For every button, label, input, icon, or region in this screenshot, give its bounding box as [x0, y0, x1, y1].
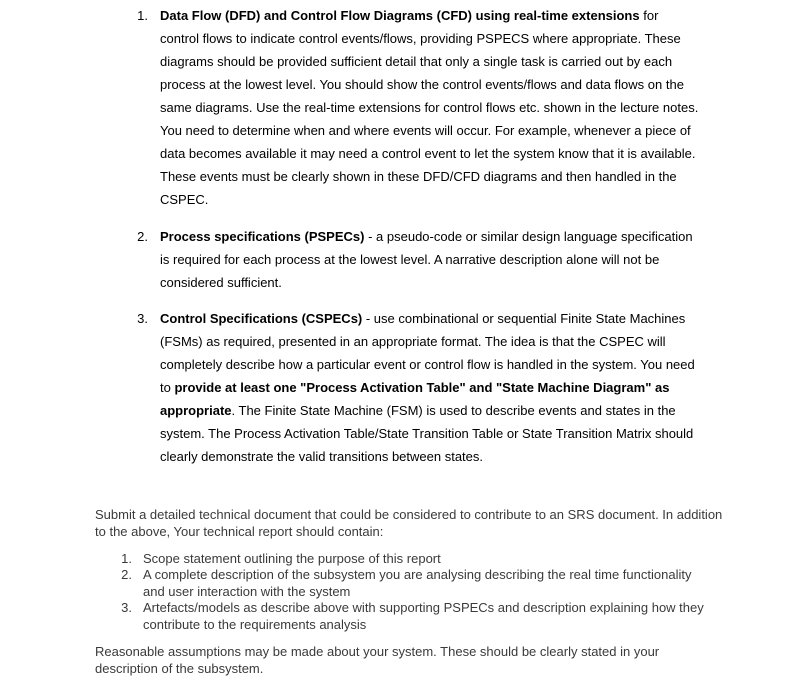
- list-number: 3.: [137, 311, 148, 326]
- closing-paragraph: Reasonable assumptions may be made about your system. These should be clearly stated in your description of the subsystem.: [95, 644, 660, 676]
- submit-paragraph: Submit a detailed technical document that could be considered to contribute to an SRS document. In addition to the above, Your technical report should contain:: [95, 507, 723, 539]
- list-number: 2.: [121, 567, 132, 582]
- list-item-text: Artefacts/models as describe above with supporting PSPECs and description explaining how they contribute to the requirements analysis: [143, 600, 704, 632]
- list-item-heading: Control Specifications (CSPECs): [160, 311, 363, 326]
- list-item-heading: Data Flow (DFD) and Control Flow Diagrams (CFD) using real-time extensions: [160, 8, 640, 23]
- list-item-text: A complete description of the subsystem you are analysing describing the real time functionality and user interaction with the system: [143, 567, 692, 599]
- list-item-text: Process specifications (PSPECs) - a pseudo-code or similar design language specification is required for each process at the lowest level. A narrative description alone will not be considered sufficient.: [160, 229, 693, 290]
- list-item-heading: Process specifications (PSPECs): [160, 229, 365, 244]
- list-number: 3.: [121, 600, 132, 615]
- list-item-text: Data Flow (DFD) and Control Flow Diagrams (CFD) using real-time extensions for control flows to indicate control events/flows, providing PSPECS where appropriate. These diagrams should be provided sufficient detail that only a single task is carried out by each process at the lowest level. You should show the control events/flows and data flows on the same diagrams. Use the real-time extensions for control flows etc. shown in the lecture notes. You need to determine when and where events will occur. For example, whenever a piece of data becomes available it may need a control event to let the system know that it is available. These events must be clearly shown in these DFD/CFD diagrams and then handled in the CSPEC.: [160, 8, 699, 207]
- list-number: 1.: [137, 8, 148, 23]
- list-item-text: Control Specifications (CSPECs) - use combinational or sequential Finite State Machines (FSMs) as required, presented in an appropriate format. The idea is that the CSPEC will completely describe how a particular event or control flow is handled in the system. You need to provide at least one "Process Activation Table" and "State Machine Diagram" as appropriate. The Finite State Machine (FSM) is used to describe events and states in the system. The Process Activation Table/State Transition Table or State Transition Matrix should clearly demonstrate the valid transitions between states.: [160, 311, 695, 464]
- list-number: 2.: [137, 229, 148, 244]
- emphasis-text: provide at least one "Process Activation Table" and "State Machine Diagram" as appropriate: [160, 380, 670, 418]
- list-item-text: Scope statement outlining the purpose of this report: [143, 551, 441, 566]
- list-number: 1.: [121, 551, 132, 566]
